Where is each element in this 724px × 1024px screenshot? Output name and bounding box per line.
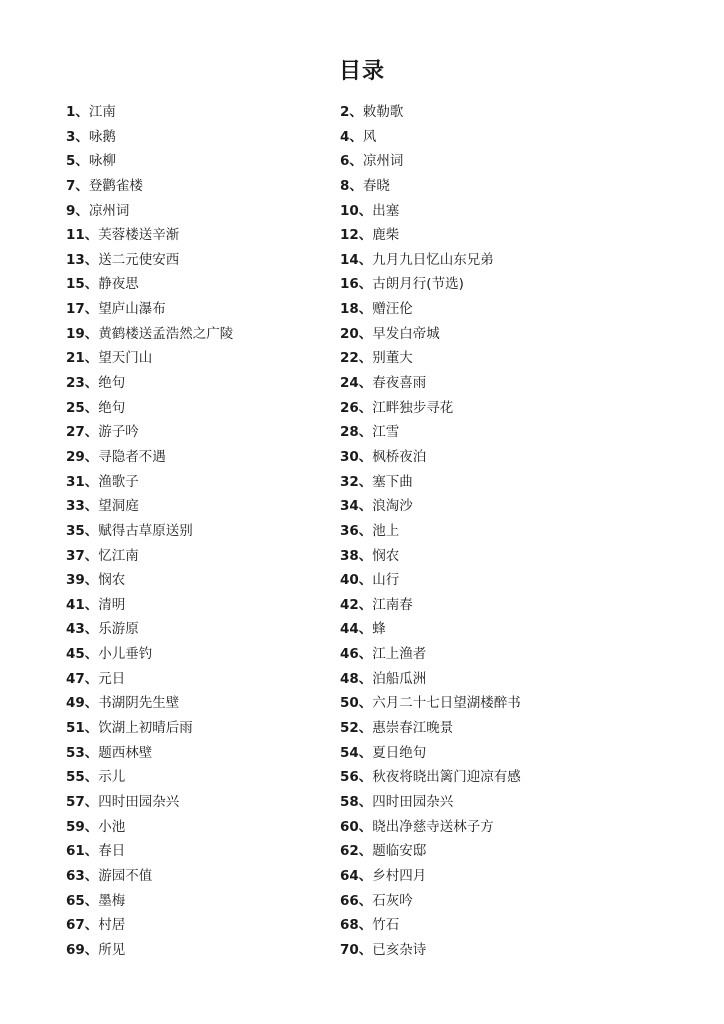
toc-entry-title: 望洞庭: [98, 498, 139, 515]
toc-entry-title: 敕勒歌: [362, 104, 404, 120]
toc-entry[interactable]: [340, 225, 620, 250]
toc-entry-number: 2、: [340, 104, 363, 120]
toc-entry-title: 风: [362, 128, 377, 145]
toc-entry-title: 乐游原: [98, 621, 139, 638]
toc-entry-title: 池上: [372, 522, 400, 539]
toc-entry-title: 九月九日忆山东兄弟: [372, 251, 494, 268]
toc-entry-number: 30、: [340, 448, 373, 465]
toc-entry-title: 别董大: [372, 350, 413, 367]
toc-entry[interactable]: [66, 669, 340, 694]
toc-entry-title: 四时田园杂兴: [372, 793, 454, 810]
toc-entry-number: 47、: [66, 670, 99, 687]
toc-entry-number: 5、: [66, 153, 89, 170]
toc-entry-title: 山行: [372, 572, 400, 589]
toc-entry[interactable]: [66, 644, 340, 669]
toc-entry[interactable]: [66, 767, 340, 792]
toc-entry-title: 江雪: [372, 424, 400, 441]
toc-entry-number: 21、: [66, 350, 99, 367]
toc-entry[interactable]: [66, 422, 340, 447]
toc-entry-number: 8、: [340, 177, 363, 194]
toc-entry[interactable]: [340, 669, 620, 694]
toc-entry[interactable]: [340, 767, 620, 792]
toc-entry[interactable]: [340, 373, 620, 398]
toc-entry-title: 绝句: [98, 375, 126, 392]
toc-entry-title: 乡村四月: [372, 867, 427, 884]
toc-entry[interactable]: [340, 447, 620, 472]
toc-entry-number: 9、: [66, 202, 89, 219]
toc-entry-title: 江畔独步寻花: [372, 399, 454, 416]
toc-entry[interactable]: [66, 792, 340, 817]
toc-entry[interactable]: [66, 225, 340, 250]
toc-entry[interactable]: [66, 176, 340, 201]
toc-entry-title: 春晓: [362, 177, 390, 194]
toc-entry[interactable]: [340, 940, 620, 965]
table-of-contents: [66, 102, 620, 964]
toc-entry-title: 渔歌子: [98, 473, 139, 490]
toc-entry-number: 55、: [66, 769, 99, 786]
toc-entry-number: 11、: [66, 227, 99, 244]
toc-entry-number: 48、: [340, 670, 373, 687]
toc-entry[interactable]: [66, 743, 340, 768]
toc-entry-number: 54、: [340, 744, 373, 761]
toc-entry-number: 66、: [340, 892, 373, 909]
toc-entry-number: 62、: [340, 843, 373, 860]
toc-entry-number: 59、: [66, 818, 99, 835]
toc-entry-title: 出塞: [372, 202, 400, 219]
toc-entry-title: 四时田园杂兴: [98, 793, 180, 810]
toc-entry-title: 墨梅: [98, 892, 126, 909]
toc-entry-number: 4、: [340, 128, 363, 145]
toc-entry-number: 16、: [340, 276, 373, 293]
toc-entry-number: 61、: [66, 843, 99, 860]
toc-entry-title: 凉州词: [88, 202, 130, 219]
toc-entry-number: 27、: [66, 424, 99, 441]
toc-entry-title: 江南春: [372, 596, 413, 613]
toc-entry-number: 69、: [66, 941, 99, 958]
toc-entry-title: 咏鹅: [88, 128, 116, 145]
toc-entry-number: 60、: [340, 818, 373, 835]
toc-entry-number: 37、: [66, 547, 99, 564]
toc-entry-title: 芙蓉楼送辛渐: [98, 227, 180, 244]
toc-entry-number: 36、: [340, 522, 373, 539]
toc-entry-title: 望天门山: [98, 350, 153, 367]
toc-entry[interactable]: [340, 891, 620, 916]
toc-entry[interactable]: [66, 718, 340, 743]
toc-entry[interactable]: [66, 373, 340, 398]
toc-entry[interactable]: [66, 496, 340, 521]
toc-entry-number: 63、: [66, 867, 99, 884]
toc-entry-title: 黄鹤楼送孟浩然之广陵: [98, 325, 234, 342]
toc-entry-title: 书湖阴先生壁: [98, 695, 180, 712]
toc-entry[interactable]: [340, 693, 620, 718]
toc-entry-title: 村居: [98, 917, 126, 934]
toc-entry-title: 游子吟: [98, 424, 139, 441]
toc-entry-number: 41、: [66, 596, 99, 613]
toc-entry-number: 24、: [340, 375, 373, 392]
toc-entry[interactable]: [66, 546, 340, 571]
toc-entry-number: 51、: [66, 720, 99, 737]
toc-entry-title: 六月二十七日望湖楼醉书: [372, 695, 521, 712]
toc-entry-title: 饮湖上初晴后雨: [98, 720, 193, 737]
toc-entry[interactable]: [340, 299, 620, 324]
toc-entry-title: 秋夜将晓出篱门迎凉有感: [372, 769, 521, 786]
toc-entry[interactable]: [340, 817, 620, 842]
toc-entry-title: 古朗月行(节选): [372, 276, 464, 293]
toc-entry-title: 忆江南: [98, 547, 139, 564]
toc-entry-number: 67、: [66, 917, 99, 934]
toc-entry[interactable]: [66, 201, 340, 226]
toc-entry-number: 25、: [66, 399, 99, 416]
toc-entry-number: 17、: [66, 301, 99, 318]
toc-entry-title: 枫桥夜泊: [372, 448, 427, 465]
toc-entry[interactable]: [66, 102, 340, 127]
toc-entry[interactable]: [66, 866, 340, 891]
toc-entry-number: 57、: [66, 793, 99, 810]
toc-entry-number: 10、: [340, 202, 373, 219]
toc-entry-title: 题西林壁: [98, 744, 153, 761]
toc-entry[interactable]: [340, 201, 620, 226]
toc-entry[interactable]: [340, 348, 620, 373]
toc-entry[interactable]: [340, 398, 620, 423]
toc-entry[interactable]: [66, 447, 340, 472]
toc-entry-title: 小池: [98, 818, 126, 835]
toc-entry-number: 52、: [340, 720, 373, 737]
toc-entry[interactable]: [340, 521, 620, 546]
toc-entry-title: 元日: [98, 670, 126, 687]
toc-entry-number: 3、: [66, 128, 89, 145]
toc-entry-number: 23、: [66, 375, 99, 392]
toc-entry-title: 咏柳: [88, 153, 116, 170]
toc-entry-number: 15、: [66, 276, 99, 293]
toc-entry[interactable]: [66, 570, 340, 595]
toc-entry-number: 28、: [340, 424, 373, 441]
toc-entry-title: 江上渔者: [372, 646, 427, 663]
toc-entry-number: 35、: [66, 522, 99, 539]
toc-entry-title: 已亥杂诗: [372, 941, 427, 958]
toc-entry[interactable]: [66, 891, 340, 916]
toc-entry[interactable]: [66, 817, 340, 842]
toc-entry-number: 33、: [66, 498, 99, 515]
toc-entry-title: 蜂: [372, 621, 386, 638]
toc-entry-title: 惠崇春江晚景: [372, 720, 454, 737]
toc-entry[interactable]: [340, 274, 620, 299]
toc-entry-title: 送二元使安西: [98, 251, 180, 268]
toc-entry-title: 题临安邸: [372, 843, 427, 860]
toc-entry[interactable]: [66, 472, 340, 497]
toc-entry-title: 浪淘沙: [372, 498, 413, 515]
toc-entry[interactable]: [66, 595, 340, 620]
toc-entry[interactable]: [340, 546, 620, 571]
toc-entry-number: 18、: [340, 301, 373, 318]
toc-entry[interactable]: [66, 841, 340, 866]
toc-entry-number: 45、: [66, 646, 99, 663]
toc-entry-title: 春日: [98, 843, 126, 860]
toc-entry-title: 清明: [98, 596, 126, 613]
toc-entry[interactable]: [340, 496, 620, 521]
toc-entry-title: 石灰吟: [372, 892, 413, 909]
toc-entry-number: 65、: [66, 892, 99, 909]
toc-entry-number: 12、: [340, 227, 373, 244]
toc-entry[interactable]: [340, 743, 620, 768]
toc-entry[interactable]: [66, 127, 340, 152]
toc-entry-title: 晓出净慈寺送林子方: [372, 818, 494, 835]
toc-entry[interactable]: [340, 324, 620, 349]
toc-entry[interactable]: [340, 619, 620, 644]
toc-entry-title: 游园不值: [98, 867, 153, 884]
toc-entry[interactable]: [66, 693, 340, 718]
toc-entry-title: 望庐山瀑布: [98, 301, 166, 318]
toc-entry-title: 竹石: [372, 917, 400, 934]
toc-entry-number: 7、: [66, 177, 89, 194]
toc-entry[interactable]: [66, 299, 340, 324]
toc-entry[interactable]: [66, 619, 340, 644]
toc-entry[interactable]: [340, 422, 620, 447]
toc-entry-number: 22、: [340, 350, 373, 367]
toc-entry-title: 赠汪伦: [372, 301, 413, 318]
toc-entry-number: 29、: [66, 448, 99, 465]
toc-entry[interactable]: [66, 940, 340, 965]
toc-entry-number: 70、: [340, 941, 373, 958]
toc-entry-title: 塞下曲: [372, 473, 413, 490]
page-title: 目录: [338, 59, 385, 84]
toc-entry-number: 40、: [340, 572, 373, 589]
toc-entry[interactable]: [340, 176, 620, 201]
toc-entry-title: 春夜喜雨: [372, 375, 427, 392]
toc-entry[interactable]: [340, 866, 620, 891]
toc-entry-number: 19、: [66, 325, 99, 342]
toc-entry[interactable]: [340, 915, 620, 940]
toc-entry[interactable]: [340, 102, 620, 127]
toc-entry[interactable]: [340, 151, 620, 176]
toc-entry[interactable]: [66, 915, 340, 940]
toc-entry[interactable]: [340, 841, 620, 866]
toc-entry-title: 登鹳雀楼: [88, 177, 143, 194]
toc-entry-number: 34、: [340, 498, 373, 515]
toc-entry[interactable]: [340, 595, 620, 620]
toc-entry-title: 早发白帝城: [372, 325, 440, 342]
toc-entry-number: 43、: [66, 621, 99, 638]
toc-entry[interactable]: [66, 151, 340, 176]
toc-entry-title: 示儿: [98, 769, 126, 786]
toc-entry-title: 悯农: [98, 572, 126, 589]
toc-entry-number: 42、: [340, 596, 373, 613]
toc-entry-number: 53、: [66, 744, 99, 761]
toc-entry-number: 13、: [66, 251, 99, 268]
toc-entry[interactable]: [340, 127, 620, 152]
toc-entry-number: 46、: [340, 646, 373, 663]
toc-entry-number: 6、: [340, 153, 363, 170]
toc-entry-title: 鹿柴: [372, 227, 400, 244]
toc-entry-number: 39、: [66, 572, 99, 589]
toc-entry-title: 所见: [98, 941, 126, 958]
toc-entry[interactable]: [340, 472, 620, 497]
toc-entry[interactable]: [66, 274, 340, 299]
toc-entry-title: 江南: [88, 104, 116, 120]
toc-entry-number: 1、: [66, 104, 89, 120]
toc-entry[interactable]: [66, 348, 340, 373]
toc-entry-number: 38、: [340, 547, 373, 564]
toc-entry-title: 赋得古草原送别: [98, 522, 193, 539]
toc-entry[interactable]: [340, 644, 620, 669]
toc-entry-title: 夏日绝句: [372, 744, 427, 761]
toc-entry-number: 32、: [340, 473, 373, 490]
toc-entry[interactable]: [66, 250, 340, 275]
toc-entry-title: 悯农: [372, 547, 400, 564]
toc-entry-number: 44、: [340, 621, 373, 638]
toc-entry[interactable]: [340, 792, 620, 817]
toc-entry[interactable]: [340, 718, 620, 743]
toc-entry[interactable]: [66, 398, 340, 423]
toc-entry-number: 20、: [340, 325, 373, 342]
toc-entry-title: 小儿垂钓: [98, 646, 153, 663]
toc-entry-number: 56、: [340, 769, 373, 786]
toc-entry-number: 58、: [340, 793, 373, 810]
toc-entry-number: 49、: [66, 695, 99, 712]
toc-entry-title: 绝句: [98, 399, 126, 416]
toc-entry[interactable]: [340, 570, 620, 595]
toc-entry-number: 14、: [340, 251, 373, 268]
toc-entry-number: 68、: [340, 917, 373, 934]
toc-entry[interactable]: [66, 521, 340, 546]
toc-entry-number: 26、: [340, 399, 373, 416]
toc-entry-title: 泊船瓜洲: [372, 670, 427, 687]
toc-entry-number: 64、: [340, 867, 373, 884]
toc-entry-title: 寻隐者不遇: [98, 448, 166, 465]
toc-entry[interactable]: [66, 324, 340, 349]
toc-entry-title: 静夜思: [98, 276, 139, 293]
toc-entry-title: 凉州词: [362, 153, 404, 170]
toc-entry-number: 31、: [66, 473, 99, 490]
toc-entry[interactable]: [340, 250, 620, 275]
toc-entry-number: 50、: [340, 695, 373, 712]
